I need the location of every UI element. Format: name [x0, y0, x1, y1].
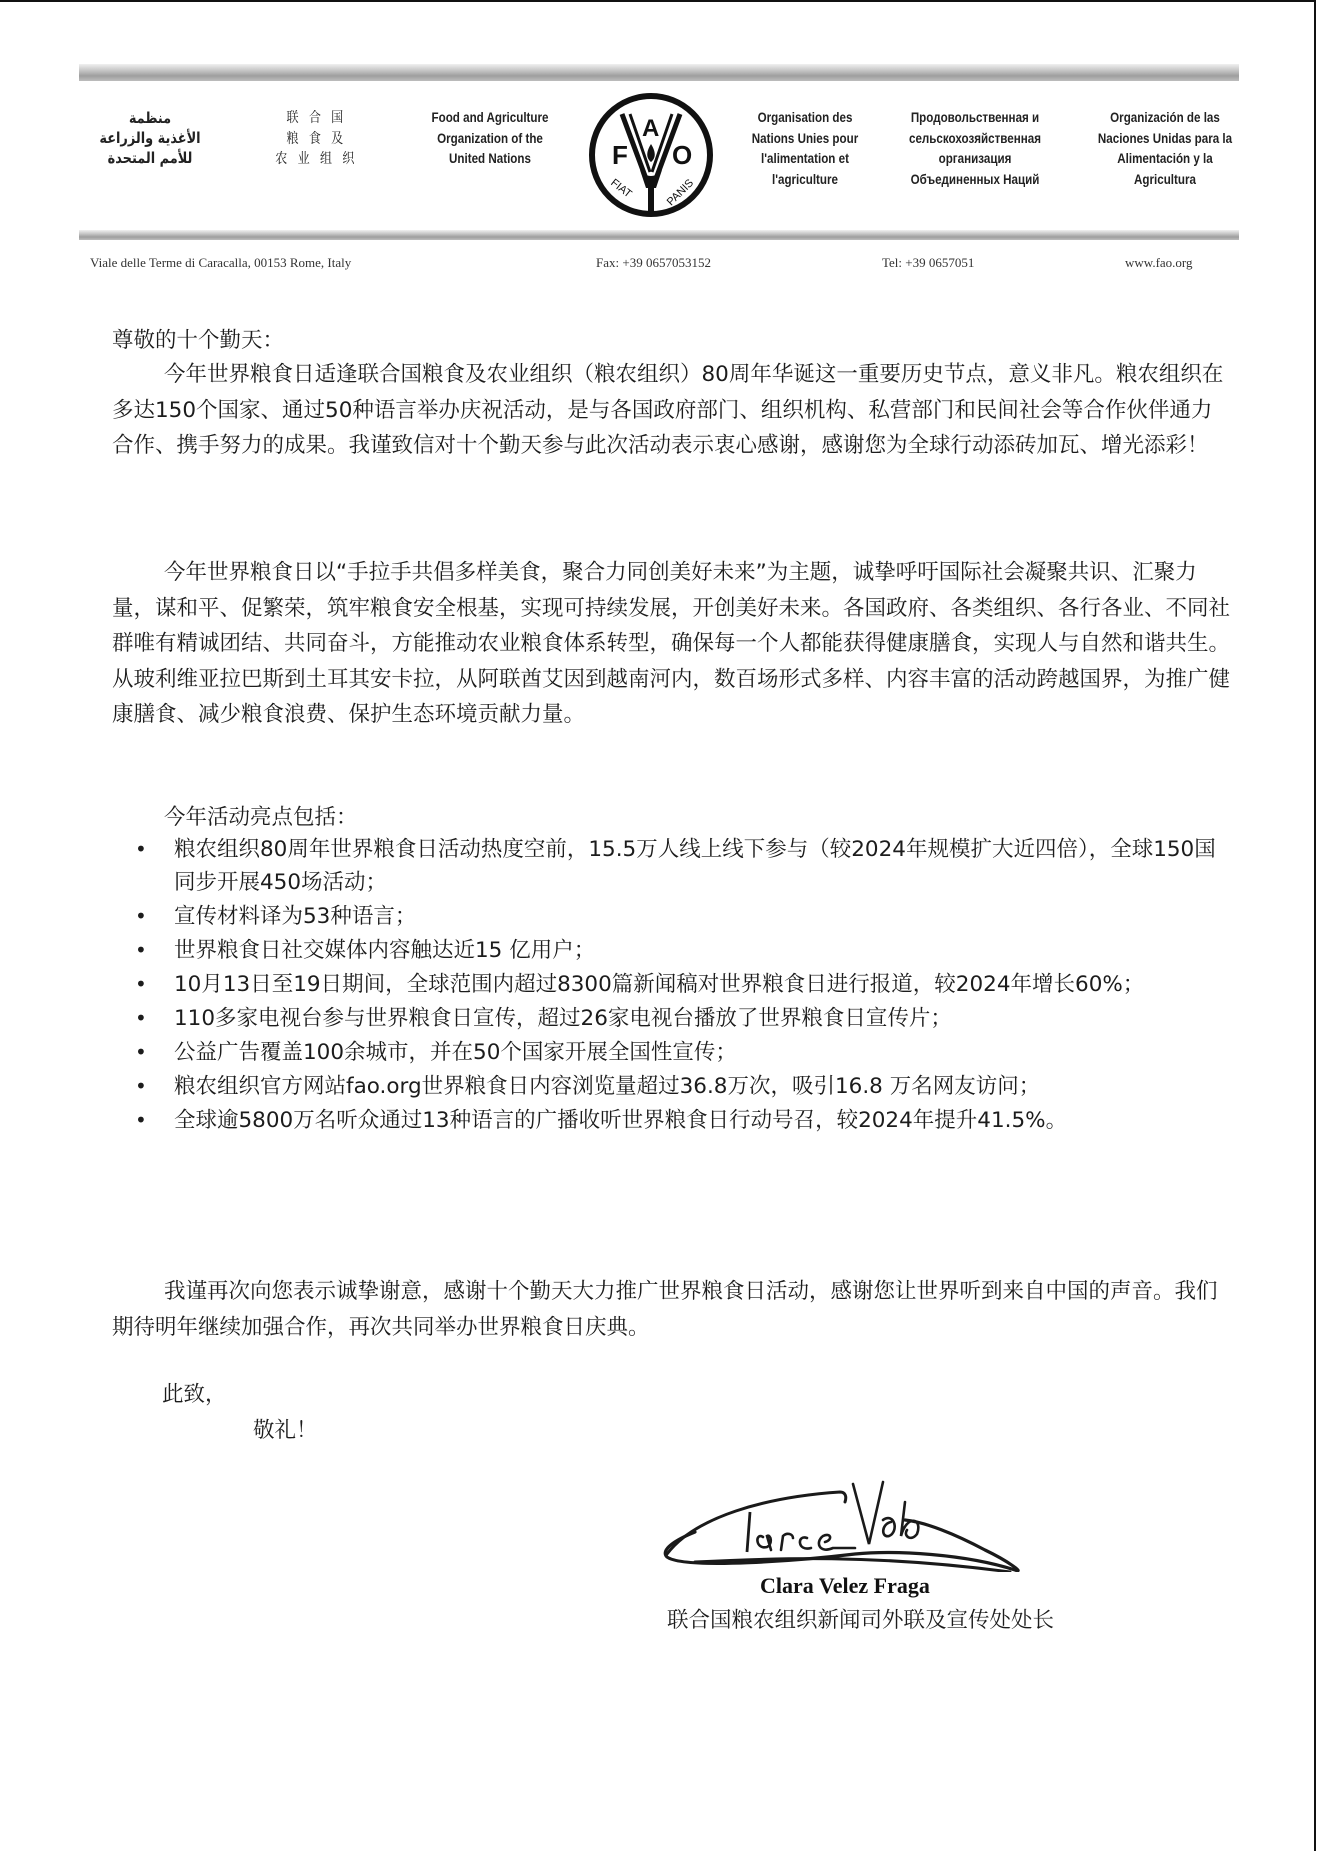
svg-text:A: A: [642, 115, 660, 142]
org-name-line: 联合国: [286, 110, 354, 126]
fao-logo-icon: [588, 92, 714, 218]
highlights-list: [130, 833, 1230, 1138]
bullet-icon: •: [135, 1074, 147, 1098]
org-name-line: l'alimentation et: [761, 151, 849, 166]
org-name-line: Organisation des: [757, 110, 853, 125]
list-item: [130, 1002, 1230, 1035]
paragraph-text: 我谨再次向您表示诚挚谢意，感谢十个勤天大力推广世界粮食日活动，感谢您让世界听到来自中国的声音。我们期待明年继续加强合作，再次共同举办世界粮食日庆典。: [112, 1279, 1218, 1340]
highlights-intro: 今年活动亮点包括：: [164, 805, 358, 830]
bullet-icon: •: [135, 1040, 147, 1064]
salutation: 尊敬的十个勤天：: [112, 328, 285, 353]
list-item: [130, 968, 1230, 1001]
org-name-arabic: [81, 108, 219, 168]
org-name-line: Food and Agriculture: [431, 110, 549, 125]
list-item-text: 粮农组织80周年世界粮食日活动热度空前，15.5万人线上线下参与（较2024年规模扩大近四倍），全球150国同步开展450场活动；: [174, 837, 1216, 895]
paragraph-text: 今年世界粮食日适逢联合国粮食及农业组织（粮农组织）80周年华诞这一重要历史节点，意义非凡。粮农组织在多达150个国家、通过50种语言举办庆祝活动，是与各国政府部门、组织机构、私营部门和民间社会等合作伙伴通力合作、携手努力的成果。我谨致信对十个勤天参与此次活动表示衷心感谢，感谢您为全球行动添砖加瓦、增光添彩！: [112, 362, 1224, 458]
org-name-line: Organización de las: [1110, 110, 1220, 125]
org-name-line: организация: [938, 151, 1012, 166]
bullet-icon: •: [135, 938, 147, 962]
handwritten-signature-icon: [655, 1462, 1035, 1572]
org-name-spanish: [1088, 108, 1243, 190]
bullet-icon: •: [135, 1006, 147, 1030]
paragraph-1: [112, 357, 1230, 464]
list-item: [130, 900, 1230, 933]
org-name-line: United Nations: [449, 151, 531, 166]
org-name-line: сельскохозяйственная: [909, 130, 1041, 146]
org-name-line: Объединенных Наций: [910, 171, 1040, 187]
svg-text:PANIS: PANIS: [664, 177, 697, 209]
bullet-icon: •: [135, 904, 147, 928]
org-name-line: Organization of the: [437, 130, 543, 146]
org-name-english: [413, 108, 568, 170]
contact-website[interactable]: www.fao.org: [1125, 255, 1193, 270]
list-item: [130, 1104, 1230, 1137]
signatory-name: Clara Velez Fraga: [760, 1573, 930, 1598]
org-name-line: Продовольственная и: [910, 110, 1040, 125]
list-item-text: 110多家电视台参与世界粮食日宣传，超过26家电视台播放了世界粮食日宣传片；: [174, 1006, 952, 1031]
org-name-russian: [898, 108, 1053, 190]
closing-line-1: 此致，: [162, 1382, 227, 1407]
paragraph-text: 今年世界粮食日以“手拉手共倡多样美食，聚合力同创美好未来”为主题，诚挚呼吁国际社会凝聚共识、汇聚力量，谋和平、促繁荣，筑牢粮食安全根基，实现可持续发展，开创美好未来。各国政府、各类组织、各行各业、不同社群唯有精诚团结、共同奋斗，方能推动农业粮食体系转型，确保每一个人都能获得健康膳食，实现人与自然和谐共生。 从玻利维亚拉巴斯到土耳其安卡拉，从阿联酋艾因到越南河内，数百场形式多样、内容丰富的活动跨越国界，为推广健康膳食、减少粮食浪费、保护生态环境贡献力量。: [112, 560, 1231, 727]
bullet-icon: •: [135, 972, 147, 996]
org-name-line: الأغذية والزراعة: [99, 129, 201, 147]
list-item-text: 10月13日至19日期间，全球范围内超过8300篇新闻稿对世界粮食日进行报道，较2024年增长60%；: [174, 972, 1145, 997]
svg-text:F: F: [612, 140, 628, 170]
list-item-text: 世界粮食日社交媒体内容触达近15 亿用户；: [174, 938, 596, 963]
svg-text:O: O: [672, 140, 693, 170]
closing-line-2: 敬礼！: [253, 1418, 318, 1443]
list-item: [130, 833, 1230, 899]
paragraph-2: [112, 555, 1230, 733]
list-item-text: 粮农组织官方网站fao.org世界粮食日内容浏览量超过36.8万次，吸引16.8 万名网友访问；: [174, 1074, 1041, 1099]
contact-fax: Fax: +39 0657053152: [596, 255, 711, 270]
org-name-french: [741, 108, 870, 190]
bullet-icon: •: [135, 1108, 147, 1132]
signatory-title: 联合国粮农组织新闻司外联及宣传处处长: [667, 1608, 1055, 1633]
contact-tel: Tel: +39 0657051: [882, 255, 975, 270]
org-name-line: Alimentación y la: [1117, 151, 1213, 166]
list-item: [130, 1036, 1230, 1069]
org-name-chinese: [256, 108, 385, 170]
list-item: [130, 1070, 1230, 1103]
svg-text:FIAT: FIAT: [608, 176, 634, 201]
list-item-text: 全球逾5800万名听众通过13种语言的广播收听世界粮食日行动号召，较2024年提升41.5%。: [174, 1108, 1068, 1133]
contact-address: Viale delle Terme di Caracalla, 00153 Rome, Italy: [90, 255, 352, 270]
org-name-line: 农业组织: [275, 151, 365, 167]
letterhead-top-bar: [79, 64, 1239, 81]
org-name-line: للأمم المتحدة: [107, 149, 193, 167]
org-name-line: Nations Unies pour: [751, 130, 859, 146]
paragraph-3: [112, 1274, 1230, 1345]
bullet-icon: •: [135, 837, 147, 861]
list-item-text: 公益广告覆盖100余城市，并在50个国家开展全国性宣传；: [174, 1040, 737, 1065]
org-name-line: Naciones Unidas para la: [1097, 130, 1233, 146]
letterhead-bottom-bar: [79, 230, 1239, 240]
org-name-line: منظمة: [128, 109, 172, 127]
list-item-text: 宣传材料译为53种语言；: [174, 904, 417, 929]
list-item: [130, 934, 1230, 967]
org-name-line: 粮食及: [286, 130, 354, 147]
org-name-line: l'agriculture: [771, 171, 838, 187]
org-name-line: Agricultura: [1134, 171, 1196, 187]
